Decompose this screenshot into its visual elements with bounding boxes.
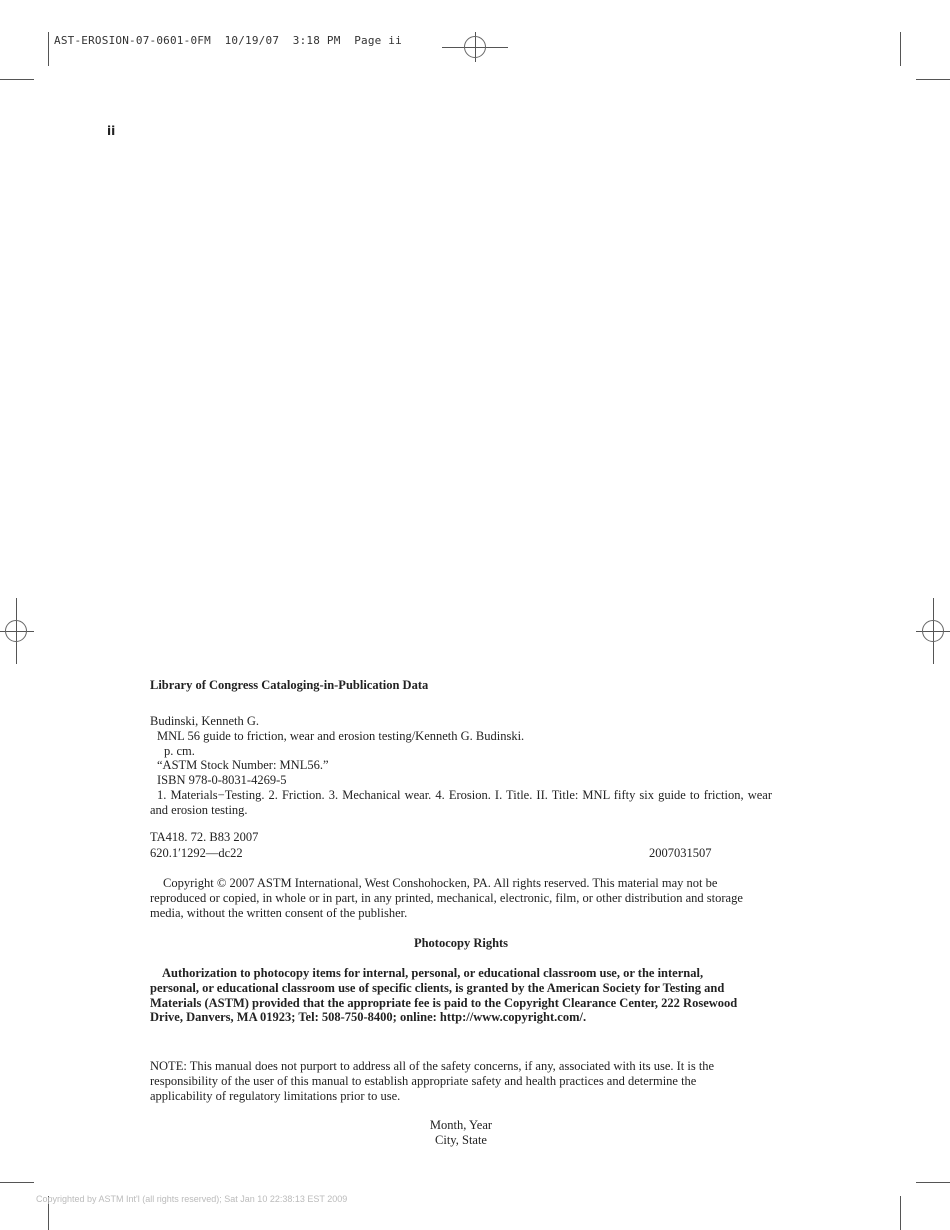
crop-mark-bottom-right-vertical [900, 1196, 901, 1230]
safety-note: NOTE: This manual does not purport to address all of the safety concerns, if any, associated with its use. It is the responsibility of the user of this manual to establish appropriate safety and health practices and determine the applicability of regulatory limitations prior to use. [150, 1059, 715, 1103]
crop-mark-top-left-vertical [48, 32, 49, 66]
crop-mark-bottom-right-horizontal [916, 1182, 950, 1183]
cip-pages: p. cm. [164, 743, 195, 758]
page-folio: ii [107, 124, 116, 138]
print-slug: AST-EROSION-07-0601-0FM 10/19/07 3:18 PM Page ii [54, 34, 402, 47]
copyright-notice: Copyright © 2007 ASTM International, West Conshohocken, PA. All rights reserved. This material may not be reproduced or copied, in whole or in part, in any printed, mechanical, electronic, film, or other distribution and storage media, without the written consent of the publisher. [150, 876, 743, 920]
cip-isbn: ISBN 978-0-8031-4269-5 [157, 773, 287, 788]
copyright-footer-watermark: Copyrighted by ASTM Int'l (all rights reserved); Sat Jan 10 22:38:13 EST 2009 [36, 1194, 348, 1204]
crop-mark-top-left-horizontal [0, 79, 34, 80]
cip-record [150, 714, 772, 818]
cip-title: MNL 56 guide to friction, wear and erosion testing/Kenneth G. Budinski. [157, 728, 525, 743]
crop-mark-top-right-vertical [900, 32, 901, 66]
photocopy-heading: Photocopy Rights [413, 936, 509, 950]
cip-subjects: 1. Materials−Testing. 2. Friction. 3. Mechanical wear. 4. Erosion. I. Title. II. Title: MNL fifty six guide to friction, wear and erosion testing. [150, 787, 772, 817]
imprint-place: City, State [435, 1133, 487, 1147]
cip-heading: Library of Congress Cataloging-in-Publication Data [150, 678, 429, 692]
cip-call-number: TA418. 72. B83 2007 [150, 830, 259, 844]
cip-lccn: 2007031507 [649, 846, 712, 860]
photocopy-body: Authorization to photocopy items for internal, personal, or educational classroom use, or the internal, personal, or educational classroom use of specific clients, is granted by the American Society for Testing and Materials (ASTM) provided that the appropriate fee is paid to the Copyright Clearance Center, 222 Rosewood Drive, Danvers, MA 01923; Tel: 508-750-8400; online: http://www.copyright.com/. [150, 966, 738, 1025]
cip-dewey: 620.1′1292—dc22 [150, 846, 243, 860]
cip-author: Budinski, Kenneth G. [150, 714, 260, 728]
imprint-date: Month, Year [429, 1118, 493, 1132]
crop-mark-bottom-left-horizontal [0, 1182, 34, 1183]
crop-mark-top-right-horizontal [916, 79, 950, 80]
cip-stock-number: “ASTM Stock Number: MNL56.” [157, 758, 329, 773]
